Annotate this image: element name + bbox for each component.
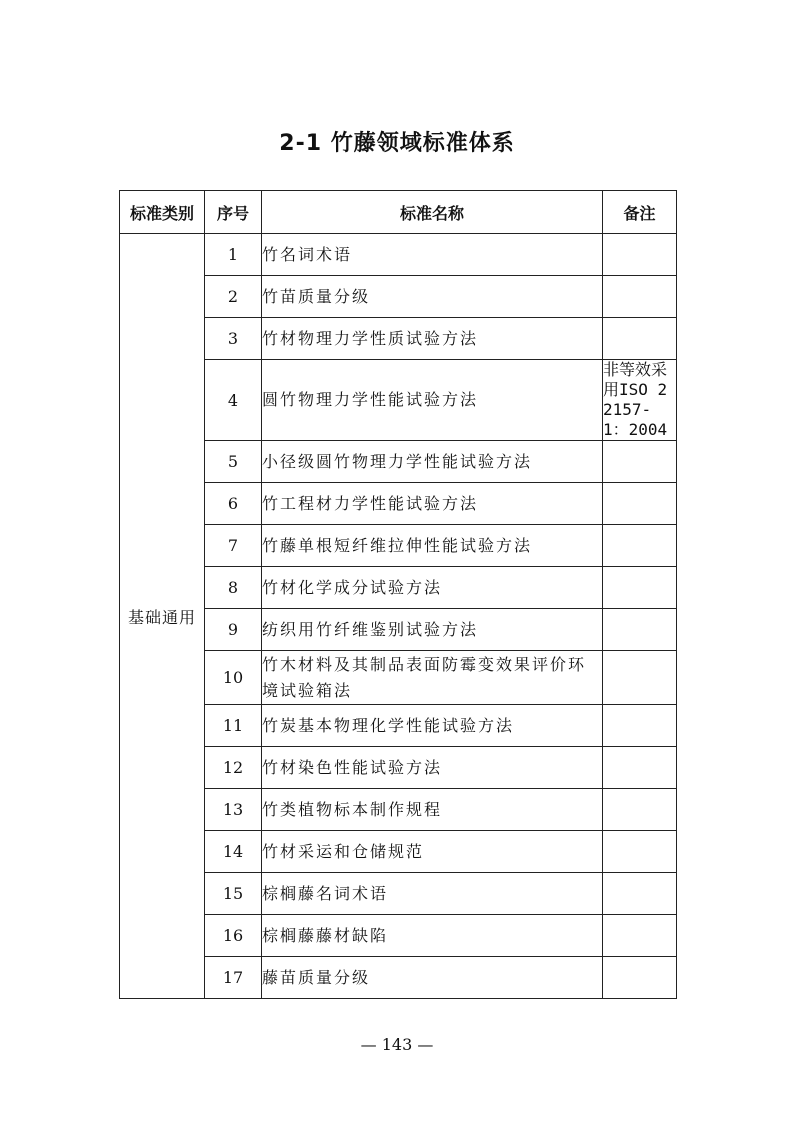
table-header-row [120, 191, 677, 234]
standard-name: 竹工程材力学性能试验方法 [262, 483, 603, 525]
row-number: 8 [205, 567, 262, 609]
row-number: 4 [205, 360, 262, 441]
standards-table [119, 190, 677, 999]
standard-note [603, 831, 677, 873]
page-title: 2-1 竹藤领域标准体系 [279, 131, 515, 156]
standard-name: 竹炭基本物理化学性能试验方法 [262, 705, 603, 747]
table-body [120, 234, 677, 999]
standard-name: 藤苗质量分级 [262, 957, 603, 999]
header-category: 标准类别 [120, 191, 205, 234]
standard-name: 纺织用竹纤维鉴别试验方法 [262, 609, 603, 651]
standard-name: 小径级圆竹物理力学性能试验方法 [262, 441, 603, 483]
standard-name: 竹类植物标本制作规程 [262, 789, 603, 831]
header-number: 序号 [205, 191, 262, 234]
standard-note [603, 318, 677, 360]
category-cell: 基础通用 [120, 234, 205, 999]
standard-name: 竹材采运和仓储规范 [262, 831, 603, 873]
row-number: 13 [205, 789, 262, 831]
standard-name: 竹材染色性能试验方法 [262, 747, 603, 789]
table-row [120, 234, 677, 276]
standard-note: 非等效采用ISO 22157-1：2004 [603, 360, 677, 441]
row-number: 17 [205, 957, 262, 999]
row-number: 16 [205, 915, 262, 957]
standard-note [603, 276, 677, 318]
standard-name: 竹藤单根短纤维拉伸性能试验方法 [262, 525, 603, 567]
standard-name: 竹木材料及其制品表面防霉变效果评价环境试验箱法 [262, 651, 603, 705]
standard-note [603, 483, 677, 525]
standard-note [603, 705, 677, 747]
standard-note [603, 441, 677, 483]
header-name: 标准名称 [262, 191, 603, 234]
standard-note [603, 525, 677, 567]
standard-name: 竹材化学成分试验方法 [262, 567, 603, 609]
standard-note [603, 873, 677, 915]
row-number: 3 [205, 318, 262, 360]
standard-name: 竹名词术语 [262, 234, 603, 276]
standard-name: 竹材物理力学性质试验方法 [262, 318, 603, 360]
standard-name: 竹苗质量分级 [262, 276, 603, 318]
standard-note [603, 234, 677, 276]
row-number: 6 [205, 483, 262, 525]
page-number: — 143 — [360, 1035, 434, 1054]
standard-note [603, 609, 677, 651]
standard-note [603, 651, 677, 705]
row-number: 10 [205, 651, 262, 705]
standard-note [603, 747, 677, 789]
row-number: 9 [205, 609, 262, 651]
row-number: 5 [205, 441, 262, 483]
standard-note [603, 789, 677, 831]
row-number: 7 [205, 525, 262, 567]
row-number: 1 [205, 234, 262, 276]
row-number: 11 [205, 705, 262, 747]
standard-note [603, 915, 677, 957]
header-note: 备注 [603, 191, 677, 234]
standard-note [603, 957, 677, 999]
row-number: 14 [205, 831, 262, 873]
row-number: 15 [205, 873, 262, 915]
standard-name: 棕榈藤名词术语 [262, 873, 603, 915]
standard-name: 棕榈藤藤材缺陷 [262, 915, 603, 957]
standard-name: 圆竹物理力学性能试验方法 [262, 360, 603, 441]
standard-note [603, 567, 677, 609]
row-number: 12 [205, 747, 262, 789]
row-number: 2 [205, 276, 262, 318]
